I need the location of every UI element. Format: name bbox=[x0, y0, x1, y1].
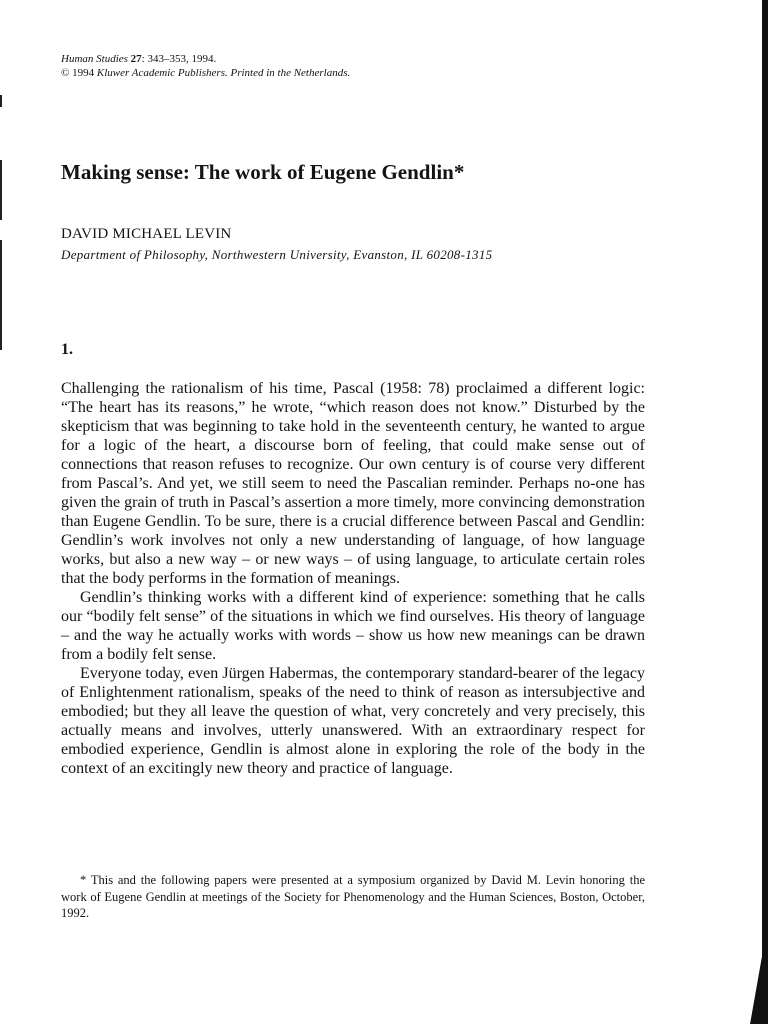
author-name: DAVID MICHAEL LEVIN bbox=[61, 226, 232, 242]
article-title: Making sense: The work of Eugene Gendlin* bbox=[61, 160, 465, 184]
body-paragraph: Challenging the rationalism of his time, Pascal (1958: 78) proclaimed a different logic: “The heart has its reasons,” he wrote, “which reason does not know.” Disturbed by the skepticism that was beginning to take hold in the seventeenth century, he wanted to argue for a logic of the heart, a discourse born of feeling, that could make sense out of connections that reason refuses to recognize. Our own century is of course very different from Pascal’s. And yet, we still seem to need the Pascalian reminder. Perhaps no-one has given the grain of truth in Pascal’s assertion a more timely, more convincing demonstration than Eugene Gendlin. To be sure, there is a crucial difference between Pascal and Gendlin: Gendlin’s work involves not only a new understanding of language, of how language works, but also a new way – or new ways – of using language, to articulate certain roles that the body performs in the formation of meanings. bbox=[61, 380, 645, 587]
journal-volume: 27 bbox=[130, 53, 142, 65]
journal-citation-line bbox=[61, 52, 561, 66]
journal-pages: : 343–353, 1994. bbox=[141, 53, 217, 65]
author-affiliation: Department of Philosophy, Northwestern University, Evanston, IL 60208-1315 bbox=[61, 247, 493, 262]
body-paragraph: Gendlin’s thinking works with a different kind of experience: something that he calls our “bodily felt sense” of the situations in which we find ourselves. His theory of language – and the way he actually works with words – show us how new meanings can be drawn from a bodily felt sense. bbox=[61, 589, 645, 663]
journal-citation bbox=[61, 52, 561, 80]
section-heading: 1. bbox=[61, 341, 73, 358]
scan-mark bbox=[0, 240, 2, 350]
page-corner-shadow bbox=[740, 954, 768, 1024]
article-body bbox=[61, 379, 645, 778]
body-paragraph: Everyone today, even Jürgen Habermas, the contemporary standard-bearer of the legacy of Enlightenment rationalism, speaks of the need to think of reason as intersubjective and embodied; but they all leave the question of what, very concretely and very precisely, this actually means and involves, utterly unanswered. With an extraordinary respect for embodied experience, Gendlin is almost alone in exploring the role of the body in the context of an excitingly new theory and practice of language. bbox=[61, 665, 645, 777]
scan-mark bbox=[0, 160, 2, 220]
scan-mark bbox=[0, 95, 2, 107]
journal-name: Human Studies bbox=[61, 53, 128, 65]
publisher: Kluwer Academic Publishers. Printed in the Netherlands. bbox=[96, 67, 351, 79]
copyright-symbol: © bbox=[61, 67, 70, 79]
copyright-year: 1994 bbox=[69, 67, 97, 79]
page-edge-shadow bbox=[762, 0, 768, 1024]
copyright-line bbox=[61, 66, 561, 80]
footnote: * This and the following papers were presented at a symposium organized by David M. Levin honoring the work of Eugene Gendlin at meetings of the Society for Phenomenology and the Human Sciences, Boston, October, 1992. bbox=[61, 873, 645, 920]
